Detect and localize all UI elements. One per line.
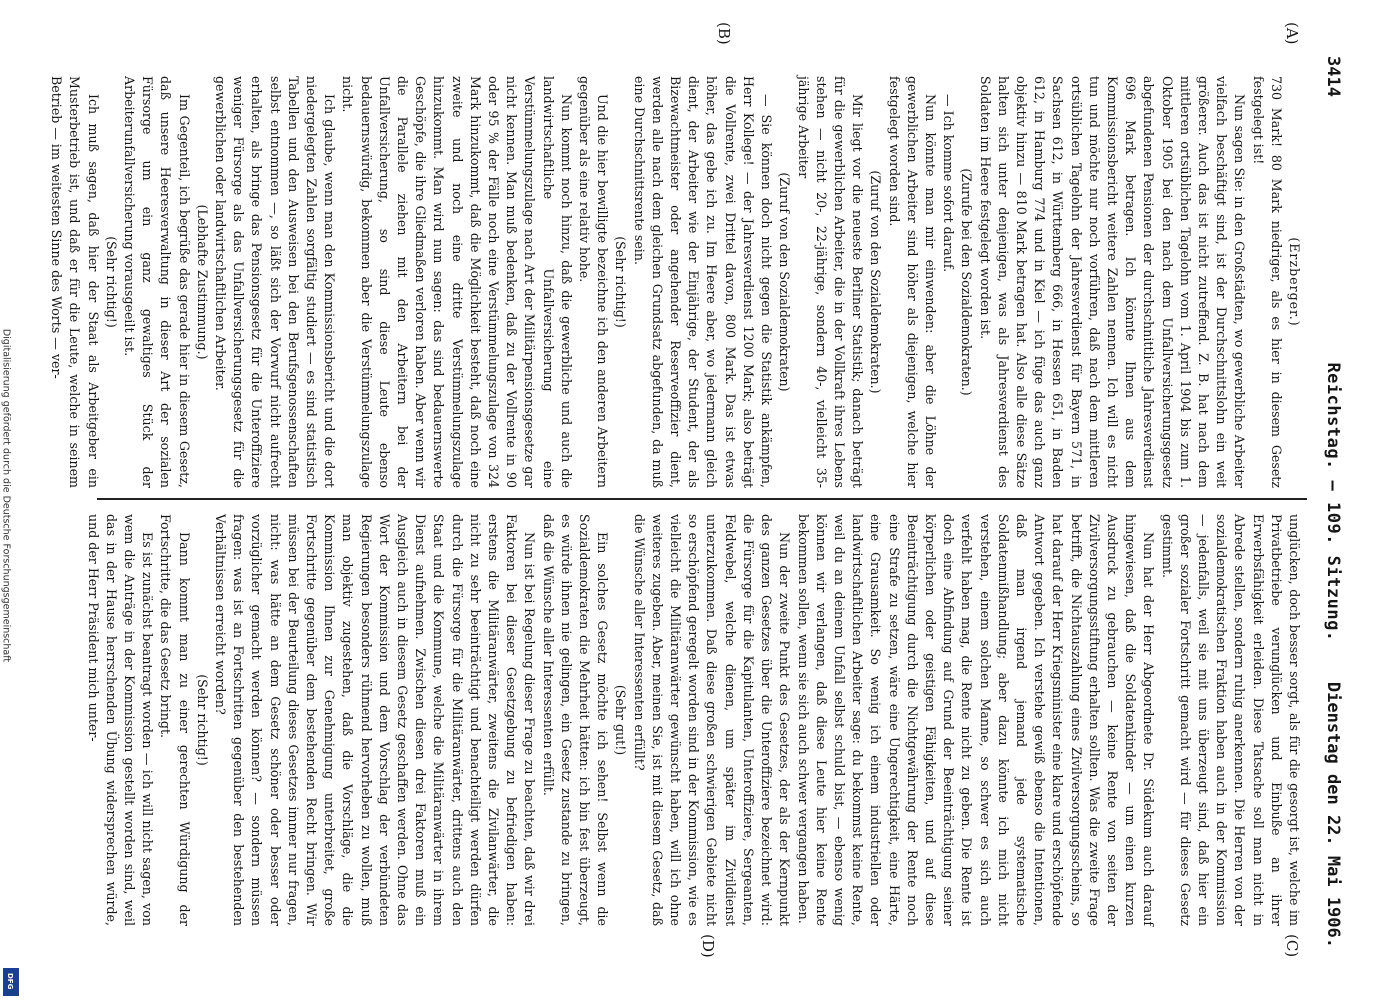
paragraph: — Ich komme sofort darauf.	[941, 94, 957, 273]
interjection: (Zuruf von den Sozialdemokraten)	[777, 172, 793, 392]
margin-marker-a: (A)	[1283, 22, 1301, 45]
paragraph: Im Gegenteil, ich begrüße das gerade hier in diesem Gesetz, daß unsere Heeresverwaltung in dieser Art der sozialen Fürsorge um ein ganz gewaltiges Stück der Arbeiterunfallversicherung vorausgeeilt ist.	[122, 76, 192, 488]
interjection: (Sehr richtig!)	[194, 674, 210, 766]
interjection: (Sehr richtig!)	[103, 236, 119, 328]
running-title: Reichstag. — 109. Sitzung.	[1323, 362, 1343, 642]
dfg-logo	[3, 968, 19, 996]
page-number: 3414	[1323, 56, 1343, 97]
left-column	[49, 76, 1303, 488]
paragraph: unglücken, doch besser sorgt, als für die gesorgt ist, welche im Privatbetriebe verunglücken und Einbuße an ihrer Erwerbsfähigkeit erleiden. Diese Tatsache soll man nicht in Abrede stellen, sondern ruhig anerkennen. Die Herren von der sozialdemokratischen Fraktion haben auch in der Kommission — jedenfalls, weil sie mit uns überzeugt sind, daß hier ein großer sozialer Fortschritt gemacht wird — für dieses Gesetz gestimmt.	[1159, 514, 1302, 926]
dfg-logo-text: DFG	[6, 973, 14, 990]
paragraph: Mir liegt vor die neueste Berliner Statistik; danach beträgt für die gewerblichen Arbeiter, die in der Vollkraft ihres Lebens stehen — nicht 20-, 22-jährige, sondern 40-, vielleicht 35-jährige Arbeiter	[795, 76, 866, 488]
right-column	[85, 514, 1303, 926]
paragraph: Nun der zweite Punkt des Gesetzes, der als der Kernpunkt des ganzen Gesetzes über die Unteroffiziere bezeichnet wird: die Fürsorge für die Kapitulanten, Unteroffiziere, Sergeanten, Feldwebel, welche dienen, um später im Zivildienst unterzukommen. Daß diese großen schwierigen Gebiete nicht so erschöpfend geregelt worden sind in der Kommission, wie es vielleicht die Militäranwärter gewünscht haben, will ich ohne weiteres zugeben. Aber, meinen Sie, ist mit diesem Gesetz, daß die Wünsche aller Interessenten erfüllt?	[631, 514, 793, 926]
digitization-credit	[0, 0, 16, 1000]
paragraph: Dann kommt man zu einer gerechten Würdigung der Fortschritte, die das Gesetz bringt.	[158, 514, 192, 926]
margin-marker-c: (C)	[1283, 934, 1301, 958]
interjection: (Zurufe bei den Sozialdemokraten.)	[959, 168, 975, 396]
paragraph: Nun sagen Sie: in den Großstädten, wo gewerbliche Arbeiter vielfach beschäftigt sind, ist der Durchschnittslohn ein weit größerer. Auch das ist nicht zutreffend. Z. B. hat nach dem mittleren ortsüblichen Tagelohn vom 1. April 1904 bis zum 1. Oktober 1905 bei den nach dem Unfallversicherungsgesetz abgefundenen Pensionen der durchschnittliche Jahresverdienst 696 Mark betragen. Ich könnte Ihnen aus dem Kommissionsbericht weitere Zahlen nennen. Ich will es nicht tun und möchte nur noch vorführen, daß nach dem mittleren ortsüblichen Tagelohn der Jahresverdienst für Bayern 571, in Sachsen 612, in Württemberg 666, in Hessen 651, in Baden 612, in Hamburg 774 und in Kiel — ich füge das auch ganz objektiv hinzu — 810 Mark betragen hat. Also alle diese Sätze halten sich unter denjenigen, was als Jahresverdienst des Soldaten im Heere festgelegt worden ist.	[977, 76, 1248, 488]
margin-marker-b: (B)	[715, 22, 733, 45]
session-date: Dienstag den 22. Mai 1906.	[1323, 681, 1343, 948]
paragraph: Es ist zunächst beantragt worden — ich will nicht sagen, von wem die Anträge in der Kommission gestellt worden sind, weil das in der Hause herrschenden Übung widersprechen würde, und der Herr Präsident mich unter-	[85, 514, 156, 926]
paragraph: Nun ist bei Regelung dieser Frage zu beachten, daß wir drei Faktoren bei dieser Gesetzgebung zu befriedigen haben: erstens die Militäranwärter, zweitens die Zivilanwärter, die nicht zu sehr beeinträchtigt und benachteiligt werden dürfen durch die Fürsorge für die Militäranwärter, drittens auch den Staat und die Kommune, welche die Militäranwärter in ihrem Dienst aufnehmen. Zwischen diesen drei Faktoren muß ein Ausgleich auch in diesem Gesetz geschaffen werden. Ohne das Wort der Kommission und dem Vorschlag der verbündeten Regierungen besonders rühmend hervorheben zu wollen, muß man objektiv zugestehen, daß die Vorschläge, die die Kommission Ihnen zur Genehmigung unterbreitet, große Fortschritte gegenüber dem bestehenden Recht bringen. Wir müssen bei der Beurteilung dieses Gesetzes immer nur fragen, nicht: was hätte an dem Gesetz schöner oder besser oder vorzüglicher gemacht werden können? — sondern müssen fragen: was ist an Fortschritten gegenüber den bestehenden Verhältnissen erreicht worden?	[213, 514, 538, 926]
paragraph: Und die hier bewilligte bezeichne ich den anderen Arbeitern gegenüber als eine relativ hohe.	[577, 76, 611, 488]
margin-marker-d: (D)	[699, 934, 717, 958]
interjection: (Sehr gut!)	[613, 684, 629, 756]
paragraph: Ein solches Gesetz möchte ich sehen! Selbst wenn die Sozialdemokraten die Mehrheit hätten: ich bin fest überzeugt, es würde ihnen nie gelingen, ein Gesetz zustande zu bringen, daß die Wünsche aller Interessenten erfüllt.	[540, 514, 611, 926]
paragraph: 730 Mark! 80 Mark niedriger, als es hier in diesem Gesetz festgelegt ist!	[1250, 76, 1284, 488]
interjection: (Zuruf von den Sozialdemokraten.)	[868, 170, 884, 394]
paragraph: Nun hat der Herr Abgeordnete Dr. Südekum auch darauf hingewiesen, daß die Soldatenkinder — um einen kurzen Ausdruck zu gebrauchen — keine Rente von seiten der Zivilversorgungsstiftung erhalten sollten. Was die zweite Frage betrifft, die Nichtauszahlung eines Zivilversorgungsscheins, so hat darauf der Herr Kriegsminister eine klare und erschöpfende Antwort gegeben. Ich verstehe gewiß ebenso die Intentionen, daß man irgend jemand jede systematische Soldatenmißhandlung; aber dazu könnte ich mich nicht verstehen, einem solchen Manne, so schwer es sich auch verfehlt haben mag, die Rente nicht zu geben. Die Rente ist doch eine Abfindung auf Grund der Beeinträchtigung seiner körperlichen oder geistigen Fähigkeiten, und auf diese Beeinträchtigung durch die Nichtgewährung der Rente noch eine Strafe zu setzen, wäre eine Ungerechtigkeit, eine Härte, eine Grausamkeit. So wenig ich einem industriellen oder landwirtschaftlichen Arbeiter sage: du bekommst keine Rente, weil du an deinem Unfall selbst schuld bist, — ebenso wenig können wir verlangen, daß diese Leute hier keine Rente bekommen sollen, wenn sie sich auch schwer vergangen haben.	[795, 514, 1157, 926]
paragraph: Ich glaube, wenn man den Kommissionsbericht und die dort niedergelegten Zahlen sorgfältig studiert — es sind statistisch Tabellen und den Ausweisen bei den Berufsgenossenschaften selbst entnommen —, so läßt sich der Vorwurf nicht aufrecht erhalten, als bringe das Pensionsgesetz für die Unteroffiziere weniger Fürsorge als das Unfallversicherungsgesetz für die gewerblichen oder landwirtschaftlichen Arbeiter.	[213, 76, 338, 488]
interjection: (Sehr richtig!)	[613, 236, 629, 328]
column-divider	[97, 498, 1307, 500]
interjection: (Lebhafte Zustimmung.)	[194, 204, 210, 360]
paragraph: Ich muß sagen, daß hier der Staat als Arbeitgeber ein Musterbetrieb ist, und daß er für die Leute, welche in seinem Betrieb — im weitesten Sinne des Worts — ver-	[49, 76, 101, 488]
speaker-name: (Erzberger.)	[1287, 237, 1302, 327]
document-page	[49, 22, 1357, 958]
paragraph: Nun könnte man mir einwenden: aber die Löhne der gewerblichen Arbeiter sind höher als diejenigen, welche hier festgelegt worden sind.	[886, 76, 938, 488]
digitization-credit-text: Digitalisierung gefördert durch die Deutsche Forschungsgemeinschaft	[0, 328, 12, 663]
paragraph: Nun kommt noch hinzu, daß die gewerbliche und auch die landwirtschaftliche Unfallversicherung eine Verstümmelungszulage nach Art der Militärpensionsgesetze gar nicht kennen. Man muß bedenken, daß zu der Vollrente in 90 oder 95 % der Fälle noch eine Verstümmelungszulage von 324 Mark hinzukommt, daß die Möglichkeit besteht, daß noch eine zweite und noch eine dritte Verstümmelungszulage hinzukommt. Man wird nun sagen: das sind bedauernswerte Geschöpfe, die ihre Gliedmaßen verloren haben. Aber wenn wir die Parallele ziehen mit den Arbeitern bei der Unfallversicherung, so sind diese Leute ebenso bedauernswürdig, bekommen aber die Verstümmelungszulage nicht.	[340, 76, 574, 488]
page-header	[1317, 52, 1345, 952]
paragraph: — Sie können doch nicht gegen die Statistik ankämpfen, Herr Kollege! — der Jahresverdienst 1200 Mark; also beträgt die Vollrente, zwei Drittel davon, 800 Mark. Das ist etwas höher, das gebe ich zu. Im Heere aber, wo jedermann gleich dient, der Arbeiter wie der Einjährige, der Student, der als Bizewachtmeister oder angehender Reserveoffizier dient, werden alle nach dem gleichen Grundsatz abgefunden, da muß eine Durchschnittsrente sein.	[631, 76, 775, 488]
